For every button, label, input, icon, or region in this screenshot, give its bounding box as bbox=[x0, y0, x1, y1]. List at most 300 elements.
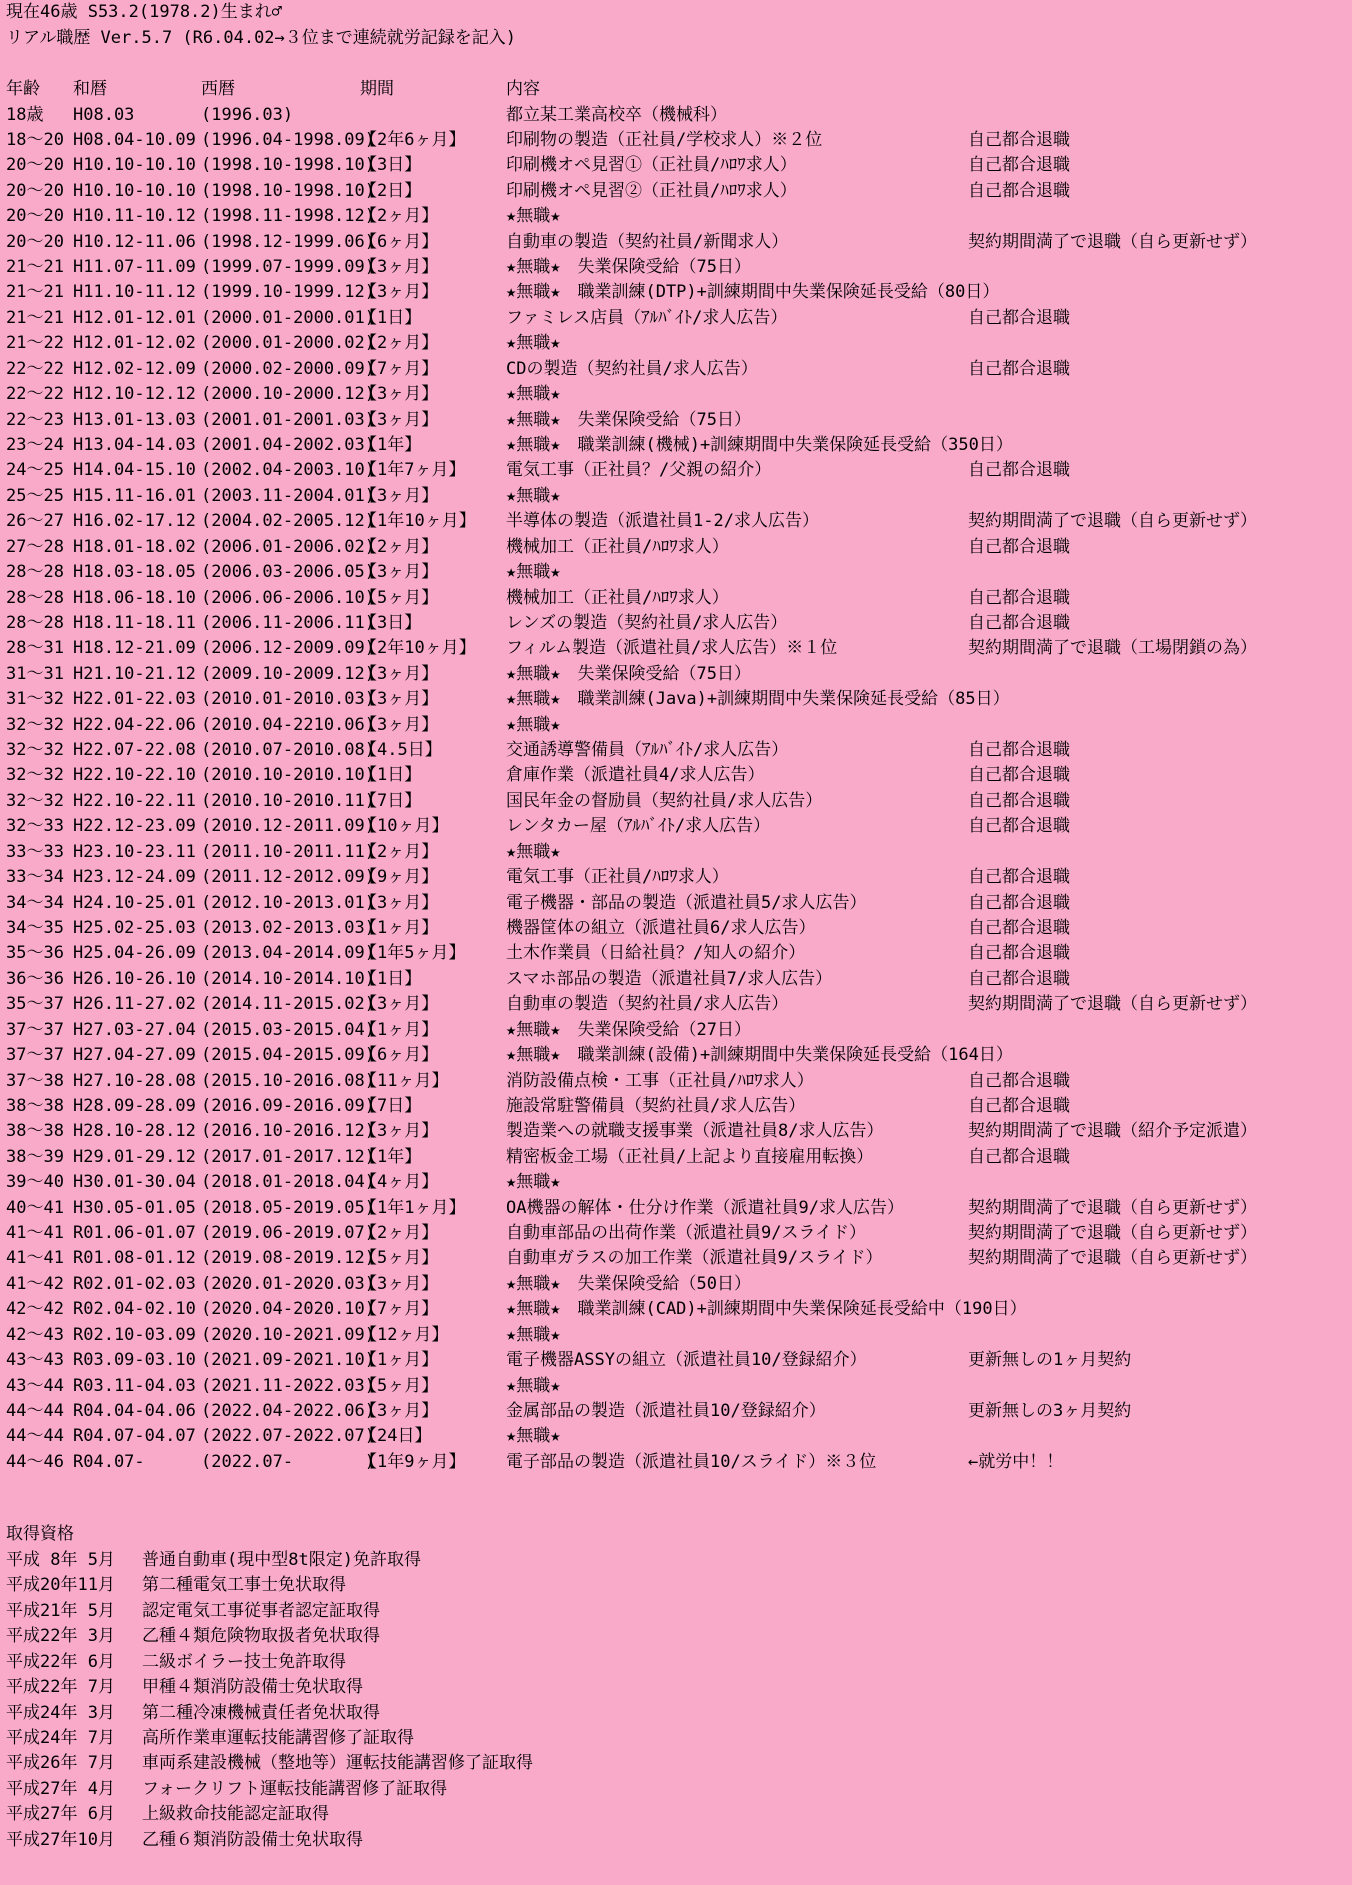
table-row bbox=[0, 382, 1352, 407]
row-content: 国民年金の督励員（契約社員/求人広告） bbox=[506, 790, 823, 811]
qualification-date: 平成24年 3月 bbox=[6, 1702, 115, 1723]
row-seireki: (2010.10-2010.11) bbox=[201, 790, 375, 811]
row-remark: 更新無しの3ヶ月契約 bbox=[968, 1400, 1132, 1421]
row-remark: 自己都合退職 bbox=[968, 129, 1070, 150]
row-period: 【12ヶ月】 bbox=[360, 1324, 449, 1345]
row-seireki: (2011.12-2012.09) bbox=[201, 867, 375, 888]
table-row bbox=[0, 306, 1352, 331]
table-row bbox=[0, 1145, 1352, 1170]
row-remark: 自己都合退職 bbox=[968, 1070, 1070, 1091]
row-seireki: (2010.04-2210.06) bbox=[201, 714, 375, 735]
row-period: 【9ヶ月】 bbox=[360, 867, 439, 888]
row-seireki: (2003.11-2004.01) bbox=[201, 485, 375, 506]
row-age: 37～38 bbox=[6, 1070, 64, 1091]
row-content: ★無職★ bbox=[506, 1172, 561, 1193]
row-wareki: H08.04-10.09 bbox=[73, 129, 196, 150]
row-seireki: (2022.07- ) bbox=[201, 1451, 375, 1472]
table-row bbox=[0, 738, 1352, 763]
row-age: 41～41 bbox=[6, 1248, 64, 1269]
row-age: 18歳 bbox=[6, 104, 44, 125]
table-row bbox=[0, 1246, 1352, 1271]
table-row bbox=[0, 458, 1352, 483]
table-row bbox=[0, 1043, 1352, 1068]
qualification-name: 第二種冷凍機械責任者免状取得 bbox=[142, 1702, 380, 1723]
row-remark: 自己都合退職 bbox=[968, 1095, 1070, 1116]
table-row bbox=[0, 204, 1352, 229]
list-item bbox=[0, 1701, 1352, 1726]
row-seireki: (2006.06-2006.10) bbox=[201, 587, 375, 608]
row-remark: 自己都合退職 bbox=[968, 790, 1070, 811]
row-wareki: H15.11-16.01 bbox=[73, 485, 196, 506]
row-wareki: R02.01-02.03 bbox=[73, 1273, 196, 1294]
row-age: 32～32 bbox=[6, 765, 64, 786]
qualification-name: 二級ボイラー技士免許取得 bbox=[142, 1651, 346, 1672]
row-seireki: (2010.07-2010.08) bbox=[201, 740, 375, 760]
table-row bbox=[0, 509, 1352, 534]
row-wareki: H25.02-25.03 bbox=[73, 917, 196, 938]
row-period: 【7日】 bbox=[360, 1095, 422, 1116]
qualification-name: 高所作業車運転技能講習修了証取得 bbox=[142, 1727, 414, 1748]
row-age: 42～42 bbox=[6, 1299, 64, 1320]
row-seireki: (2004.02-2005.12) bbox=[201, 511, 375, 532]
table-row bbox=[0, 408, 1352, 433]
row-wareki: H27.03-27.04 bbox=[73, 1019, 196, 1040]
row-age: 39～40 bbox=[6, 1172, 64, 1193]
row-period: 【2ヶ月】 bbox=[360, 1223, 439, 1243]
row-wareki: H13.01-13.03 bbox=[73, 409, 196, 430]
qualification-date: 平成27年 6月 bbox=[6, 1804, 115, 1825]
row-seireki: (2002.04-2003.10) bbox=[201, 460, 375, 481]
row-content: ★無職★ 失業保険受給（75日） bbox=[506, 257, 751, 277]
table-row bbox=[0, 1196, 1352, 1221]
row-remark: 自己都合退職 bbox=[968, 155, 1070, 176]
qualification-date: 平成27年 4月 bbox=[6, 1778, 115, 1799]
row-period: 【1年9ヶ月】 bbox=[360, 1451, 466, 1472]
row-wareki: H28.10-28.12 bbox=[73, 1121, 196, 1142]
row-content: 半導体の製造（派遣社員1-2/求人広告） bbox=[506, 511, 819, 532]
intro-age-line: 現在46歳 S53.2(1978.2)生まれ♂ bbox=[6, 2, 282, 22]
row-period: 【3ヶ月】 bbox=[360, 282, 439, 303]
row-age: 44～44 bbox=[6, 1426, 64, 1447]
row-content: 土木作業員（日給社員？/知人の紹介） bbox=[506, 943, 806, 964]
row-remark: 自己都合退職 bbox=[968, 765, 1070, 786]
row-period: 【1ヶ月】 bbox=[360, 1350, 439, 1371]
table-row bbox=[0, 103, 1352, 128]
row-content: OA機器の解体・仕分け作業（派遣社員9/求人広告） bbox=[506, 1197, 904, 1218]
row-content: ★無職★ 失業保険受給（50日） bbox=[506, 1273, 751, 1294]
row-content: ★無職★ 職業訓練(Java)+訓練期間中失業保険延長受給（85日） bbox=[506, 689, 1010, 710]
table-row bbox=[0, 636, 1352, 661]
row-wareki: R01.08-01.12 bbox=[73, 1248, 196, 1269]
table-row bbox=[0, 1119, 1352, 1144]
row-seireki: (2006.01-2006.02) bbox=[201, 536, 375, 557]
qualification-date: 平成22年 3月 bbox=[6, 1626, 115, 1647]
qualification-date: 平成24年 7月 bbox=[6, 1727, 115, 1748]
row-age: 44～44 bbox=[6, 1400, 64, 1421]
row-seireki: (2000.02-2000.09) bbox=[201, 358, 375, 379]
row-period: 【7ヶ月】 bbox=[360, 1299, 439, 1320]
table-row bbox=[0, 1424, 1352, 1449]
row-period: 【2ヶ月】 bbox=[360, 841, 439, 862]
row-content: 消防設備点検・工事（正社員/ﾊﾛﾜ求人） bbox=[506, 1070, 814, 1091]
row-period: 【3日】 bbox=[360, 612, 422, 633]
row-age: 20～20 bbox=[6, 206, 64, 227]
qualification-name: 甲種４類消防設備士免状取得 bbox=[142, 1677, 363, 1698]
row-content: 印刷機オペ見習①（正社員/ﾊﾛﾜ求人） bbox=[506, 155, 797, 176]
list-item bbox=[0, 1599, 1352, 1624]
row-remark: 自己都合退職 bbox=[968, 460, 1070, 481]
row-period: 【5ヶ月】 bbox=[360, 587, 439, 608]
row-wareki: H10.12-11.06 bbox=[73, 231, 196, 252]
row-period: 【3ヶ月】 bbox=[360, 384, 439, 405]
row-content: ★無職★ bbox=[506, 1324, 561, 1345]
row-period: 【3ヶ月】 bbox=[360, 409, 439, 430]
row-seireki: (2019.06-2019.07) bbox=[201, 1223, 375, 1243]
row-wareki: H23.12-24.09 bbox=[73, 867, 196, 888]
row-wareki: H25.04-26.09 bbox=[73, 943, 196, 964]
qualification-date: 平成20年11月 bbox=[6, 1575, 115, 1596]
qualification-name: 乙種４類危険物取扱者免状取得 bbox=[142, 1626, 380, 1647]
row-seireki: (2021.09-2021.10) bbox=[201, 1350, 375, 1371]
row-wareki: H18.01-18.02 bbox=[73, 536, 196, 557]
row-content: 製造業への就職支援事業（派遣社員8/求人広告） bbox=[506, 1121, 884, 1142]
row-wareki: H10.11-10.12 bbox=[73, 206, 196, 227]
row-wareki: H30.01-30.04 bbox=[73, 1172, 196, 1193]
row-content: 自動車の製造（契約社員/求人広告） bbox=[506, 994, 789, 1015]
row-period: 【7日】 bbox=[360, 790, 422, 811]
row-age: 20～20 bbox=[6, 155, 64, 176]
table-row bbox=[0, 484, 1352, 509]
row-seireki: (2000.01-2000.01) bbox=[201, 307, 375, 328]
row-wareki: H22.04-22.06 bbox=[73, 714, 196, 735]
row-wareki: H13.04-14.03 bbox=[73, 435, 196, 455]
row-wareki: H28.09-28.09 bbox=[73, 1095, 196, 1116]
row-seireki: (2012.10-2013.01) bbox=[201, 892, 375, 913]
row-wareki: H10.10-10.10 bbox=[73, 180, 196, 201]
row-seireki: (2009.10-2009.12) bbox=[201, 663, 375, 684]
row-age: 40～41 bbox=[6, 1197, 64, 1218]
row-wareki: H10.10-10.10 bbox=[73, 155, 196, 176]
row-seireki: (2014.11-2015.02) bbox=[201, 994, 375, 1015]
row-wareki: R02.10-03.09 bbox=[73, 1324, 196, 1345]
row-remark: 自己都合退職 bbox=[968, 917, 1070, 938]
row-content: 施設常駐警備員（契約社員/求人広告） bbox=[506, 1095, 806, 1116]
row-period: 【4.5日】 bbox=[360, 740, 442, 760]
row-age: 22～22 bbox=[6, 358, 64, 379]
row-wareki: H26.11-27.02 bbox=[73, 994, 196, 1015]
row-content: 機械加工（正社員/ﾊﾛﾜ求人） bbox=[506, 587, 729, 608]
row-content: 倉庫作業（派遣社員4/求人広告） bbox=[506, 765, 765, 786]
row-age: 38～38 bbox=[6, 1121, 64, 1142]
row-remark: 契約期間満了で退職（自ら更新せず） bbox=[968, 1248, 1257, 1269]
row-wareki: R04.04-04.06 bbox=[73, 1400, 196, 1421]
row-remark: 自己都合退職 bbox=[968, 867, 1070, 888]
list-item bbox=[0, 1751, 1352, 1776]
row-period: 【3ヶ月】 bbox=[360, 714, 439, 735]
table-row bbox=[0, 280, 1352, 305]
row-period: 【11ヶ月】 bbox=[360, 1070, 449, 1091]
qualification-name: 認定電気工事従事者認定証取得 bbox=[142, 1600, 380, 1621]
row-content: ★無職★ bbox=[506, 206, 561, 227]
row-content: ★無職★ 職業訓練(CAD)+訓練期間中失業保険延長受給中（190日） bbox=[506, 1299, 1027, 1320]
row-wareki: H22.07-22.08 bbox=[73, 740, 196, 760]
row-content: スマホ部品の製造（派遣社員7/求人広告） bbox=[506, 968, 833, 989]
table-row bbox=[0, 1069, 1352, 1094]
row-age: 32～32 bbox=[6, 790, 64, 811]
table-row bbox=[0, 967, 1352, 992]
row-period: 【2ヶ月】 bbox=[360, 206, 439, 227]
row-age: 26～27 bbox=[6, 511, 64, 532]
row-age: 21～22 bbox=[6, 333, 64, 354]
row-seireki: (2015.03-2015.04) bbox=[201, 1019, 375, 1040]
row-seireki: (2020.04-2020.10) bbox=[201, 1299, 375, 1320]
row-age: 34～34 bbox=[6, 892, 64, 913]
row-period: 【3ヶ月】 bbox=[360, 663, 439, 684]
row-wareki: H12.01-12.01 bbox=[73, 307, 196, 328]
list-item bbox=[0, 1650, 1352, 1675]
list-item bbox=[0, 1548, 1352, 1573]
header-period: 期間 bbox=[360, 79, 394, 99]
row-content: ★無職★ bbox=[506, 562, 561, 583]
row-wareki: H29.01-29.12 bbox=[73, 1146, 196, 1167]
row-age: 37～37 bbox=[6, 1045, 64, 1065]
row-wareki: R04.07- bbox=[73, 1451, 145, 1472]
qualification-name: 第二種電気工事士免状取得 bbox=[142, 1575, 346, 1596]
row-content: 交通誘導警備員（ｱﾙﾊﾞｲﾄ/求人広告） bbox=[506, 740, 789, 760]
row-period: 【3ヶ月】 bbox=[360, 257, 439, 277]
table-row bbox=[0, 814, 1352, 839]
row-wareki: H24.10-25.01 bbox=[73, 892, 196, 913]
row-age: 35～36 bbox=[6, 943, 64, 964]
row-period: 【2ヶ月】 bbox=[360, 333, 439, 354]
row-seireki: (2022.07-2022.07) bbox=[201, 1426, 375, 1447]
table-row bbox=[0, 840, 1352, 865]
row-remark: ←就労中！！ bbox=[968, 1451, 1064, 1472]
row-period: 【3日】 bbox=[360, 155, 422, 176]
row-content: 自動車ガラスの加工作業（派遣社員9/スライド） bbox=[506, 1248, 883, 1269]
row-age: 21～21 bbox=[6, 257, 64, 277]
row-wareki: H18.11-18.11 bbox=[73, 612, 196, 633]
row-age: 22～23 bbox=[6, 409, 64, 430]
row-content: ★無職★ bbox=[506, 333, 561, 354]
row-wareki: H22.10-22.11 bbox=[73, 790, 196, 811]
row-seireki: (1999.07-1999.09) bbox=[201, 257, 375, 277]
list-item bbox=[0, 1777, 1352, 1802]
table-row bbox=[0, 230, 1352, 255]
row-seireki: (2006.11-2006.11) bbox=[201, 612, 375, 633]
row-wareki: H12.01-12.02 bbox=[73, 333, 196, 354]
table-row bbox=[0, 763, 1352, 788]
row-remark: 自己都合退職 bbox=[968, 1146, 1070, 1167]
row-seireki: (2010.12-2011.09) bbox=[201, 816, 375, 837]
row-age: 31～31 bbox=[6, 663, 64, 684]
table-row bbox=[0, 331, 1352, 356]
qualification-name: 乙種６類消防設備士免状取得 bbox=[142, 1829, 363, 1850]
row-content: CDの製造（契約社員/求人広告） bbox=[506, 358, 758, 379]
row-seireki: (2018.05-2019.05) bbox=[201, 1197, 375, 1218]
row-seireki: (2000.01-2000.02) bbox=[201, 333, 375, 354]
header-content: 内容 bbox=[506, 79, 540, 99]
row-wareki: R01.06-01.07 bbox=[73, 1223, 196, 1243]
row-period: 【6ヶ月】 bbox=[360, 1045, 439, 1065]
row-wareki: H27.04-27.09 bbox=[73, 1045, 196, 1065]
row-age: 32～32 bbox=[6, 714, 64, 735]
row-content: ファミレス店員（ｱﾙﾊﾞｲﾄ/求人広告） bbox=[506, 307, 788, 328]
row-content: 精密板金工場（正社員/上記より直接雇用転換） bbox=[506, 1146, 874, 1167]
row-age: 41～42 bbox=[6, 1273, 64, 1294]
row-period: 【5ヶ月】 bbox=[360, 1375, 439, 1396]
row-period: 【5ヶ月】 bbox=[360, 1248, 439, 1269]
row-period: 【1ヶ月】 bbox=[360, 1019, 439, 1040]
row-age: 41～41 bbox=[6, 1223, 64, 1243]
row-content: レンズの製造（契約社員/求人広告） bbox=[506, 612, 788, 633]
table-row bbox=[0, 1323, 1352, 1348]
table-row bbox=[0, 1348, 1352, 1373]
row-seireki: (2022.04-2022.06) bbox=[201, 1400, 375, 1421]
row-age: 44～46 bbox=[6, 1451, 64, 1472]
row-period: 【10ヶ月】 bbox=[360, 816, 449, 837]
qualification-date: 平成22年 6月 bbox=[6, 1651, 115, 1672]
row-content: ★無職★ bbox=[506, 1426, 561, 1447]
row-age: 43～44 bbox=[6, 1375, 64, 1396]
row-content: 機器筐体の組立（派遣社員6/求人広告） bbox=[506, 917, 816, 938]
row-age: 23～24 bbox=[6, 435, 64, 455]
row-period: 【3ヶ月】 bbox=[360, 1273, 439, 1294]
row-remark: 自己都合退職 bbox=[968, 740, 1070, 760]
row-age: 38～39 bbox=[6, 1146, 64, 1167]
row-content: 電子部品の製造（派遣社員10/スライド）※３位 bbox=[506, 1451, 877, 1472]
row-content: ★無職★ bbox=[506, 841, 561, 862]
qualification-name: 車両系建設機械（整地等）運転技能講習修了証取得 bbox=[142, 1753, 533, 1774]
row-age: 43～43 bbox=[6, 1350, 64, 1371]
row-age: 36～36 bbox=[6, 968, 64, 989]
row-content: ★無職★ bbox=[506, 714, 561, 735]
header-age: 年齢 bbox=[6, 79, 40, 99]
row-age: 20～20 bbox=[6, 180, 64, 201]
table-row bbox=[0, 891, 1352, 916]
row-wareki: H21.10-21.12 bbox=[73, 663, 196, 684]
row-seireki: (2014.10-2014.10) bbox=[201, 968, 375, 989]
table-row bbox=[0, 687, 1352, 712]
table-row bbox=[0, 1094, 1352, 1119]
header-wareki: 和暦 bbox=[73, 79, 107, 99]
row-age: 38～38 bbox=[6, 1095, 64, 1116]
row-seireki: (2001.01-2001.03) bbox=[201, 409, 375, 430]
table-row bbox=[0, 789, 1352, 814]
row-period: 【1年】 bbox=[360, 1146, 422, 1167]
row-wareki: H22.01-22.03 bbox=[73, 689, 196, 710]
row-seireki: (1999.10-1999.12) bbox=[201, 282, 375, 303]
row-content: レンタカー屋（ｱﾙﾊﾞｲﾄ/求人広告） bbox=[506, 816, 771, 837]
row-period: 【1年7ヶ月】 bbox=[360, 460, 466, 481]
row-remark: 自己都合退職 bbox=[968, 892, 1070, 913]
row-wareki: H23.10-23.11 bbox=[73, 841, 196, 862]
row-period: 【3ヶ月】 bbox=[360, 689, 439, 710]
row-age: 25～25 bbox=[6, 485, 64, 506]
row-seireki: (2016.09-2016.09) bbox=[201, 1095, 375, 1116]
row-age: 18～20 bbox=[6, 129, 64, 150]
row-seireki: (2013.04-2014.09) bbox=[201, 943, 375, 964]
row-remark: 自己都合退職 bbox=[968, 816, 1070, 837]
row-wareki: H18.03-18.05 bbox=[73, 562, 196, 583]
table-row bbox=[0, 1297, 1352, 1322]
row-content: 金属部品の製造（派遣社員10/登録紹介） bbox=[506, 1400, 826, 1421]
row-wareki: H22.12-23.09 bbox=[73, 816, 196, 837]
row-age: 35～37 bbox=[6, 994, 64, 1015]
qualification-date: 平成 8年 5月 bbox=[6, 1550, 115, 1570]
row-wareki: H18.06-18.10 bbox=[73, 587, 196, 608]
row-remark: 自己都合退職 bbox=[968, 968, 1070, 989]
row-content: ★無職★ 失業保険受給（75日） bbox=[506, 409, 751, 430]
table-row bbox=[0, 560, 1352, 585]
row-seireki: (1998.11-1998.12) bbox=[201, 206, 375, 227]
row-seireki: (2010.10-2010.10) bbox=[201, 765, 375, 786]
row-seireki: (1998.12-1999.06) bbox=[201, 231, 375, 252]
intro-version-line: リアル職歴 Ver.5.7 (R6.04.02→３位まで連続就労記録を記入) bbox=[6, 28, 517, 48]
row-wareki: H18.12-21.09 bbox=[73, 638, 196, 659]
row-age: 28～28 bbox=[6, 562, 64, 583]
row-content: フィルム製造（派遣社員/求人広告）※１位 bbox=[506, 638, 838, 659]
row-wareki: R02.04-02.10 bbox=[73, 1299, 196, 1320]
row-content: 自動車部品の出荷作業（派遣社員9/スライド） bbox=[506, 1223, 866, 1243]
row-content: 印刷物の製造（正社員/学校求人）※２位 bbox=[506, 129, 823, 150]
row-content: ★無職★ 職業訓練(設備)+訓練期間中失業保険延長受給（164日） bbox=[506, 1045, 1013, 1065]
row-seireki: (2006.12-2009.09) bbox=[201, 638, 375, 659]
table-row bbox=[0, 941, 1352, 966]
table-header bbox=[0, 76, 1352, 102]
row-seireki: (2015.04-2015.09) bbox=[201, 1045, 375, 1065]
row-seireki: (2020.01-2020.03) bbox=[201, 1273, 375, 1294]
row-wareki: H22.10-22.10 bbox=[73, 765, 196, 786]
row-seireki: (2015.10-2016.08) bbox=[201, 1070, 375, 1091]
row-remark: 契約期間満了で退職（自ら更新せず） bbox=[968, 1223, 1257, 1243]
row-remark: 更新無しの1ヶ月契約 bbox=[968, 1350, 1132, 1371]
table-row bbox=[0, 179, 1352, 204]
row-wareki: H30.05-01.05 bbox=[73, 1197, 196, 1218]
row-content: 電子機器ASSYの組立（派遣社員10/登録紹介） bbox=[506, 1350, 867, 1371]
row-remark: 契約期間満了で退職（自ら更新せず） bbox=[968, 994, 1257, 1015]
row-wareki: H26.10-26.10 bbox=[73, 968, 196, 989]
table-row bbox=[0, 1221, 1352, 1246]
row-content: 電子機器・部品の製造（派遣社員5/求人広告） bbox=[506, 892, 867, 913]
row-period: 【2年10ヶ月】 bbox=[360, 638, 476, 659]
row-remark: 自己都合退職 bbox=[968, 943, 1070, 964]
row-remark: 自己都合退職 bbox=[968, 307, 1070, 328]
row-seireki: (2001.04-2002.03) bbox=[201, 435, 375, 455]
table-row bbox=[0, 255, 1352, 280]
row-age: 37～37 bbox=[6, 1019, 64, 1040]
row-content: 都立某工業高校卒（機械科） bbox=[506, 104, 727, 125]
row-period: 【3ヶ月】 bbox=[360, 1400, 439, 1421]
qualification-name: フォークリフト運転技能講習修了証取得 bbox=[142, 1778, 448, 1799]
row-age: 31～32 bbox=[6, 689, 64, 710]
table-row bbox=[0, 865, 1352, 890]
row-remark: 自己都合退職 bbox=[968, 358, 1070, 379]
table-row bbox=[0, 916, 1352, 941]
row-period: 【4ヶ月】 bbox=[360, 1172, 439, 1193]
row-wareki: H27.10-28.08 bbox=[73, 1070, 196, 1091]
row-age: 27～28 bbox=[6, 536, 64, 557]
row-age: 33～34 bbox=[6, 867, 64, 888]
row-period: 【1年5ヶ月】 bbox=[360, 943, 466, 964]
row-content: 機械加工（正社員/ﾊﾛﾜ求人） bbox=[506, 536, 729, 557]
header-seireki: 西暦 bbox=[201, 79, 235, 99]
row-seireki: (1996.04-1998.09) bbox=[201, 129, 375, 150]
row-remark: 契約期間満了で退職（自ら更新せず） bbox=[968, 1197, 1257, 1218]
row-remark: 契約期間満了で退職（自ら更新せず） bbox=[968, 231, 1257, 252]
row-seireki: (2021.11-2022.03) bbox=[201, 1375, 375, 1396]
row-wareki: H14.04-15.10 bbox=[73, 460, 196, 481]
